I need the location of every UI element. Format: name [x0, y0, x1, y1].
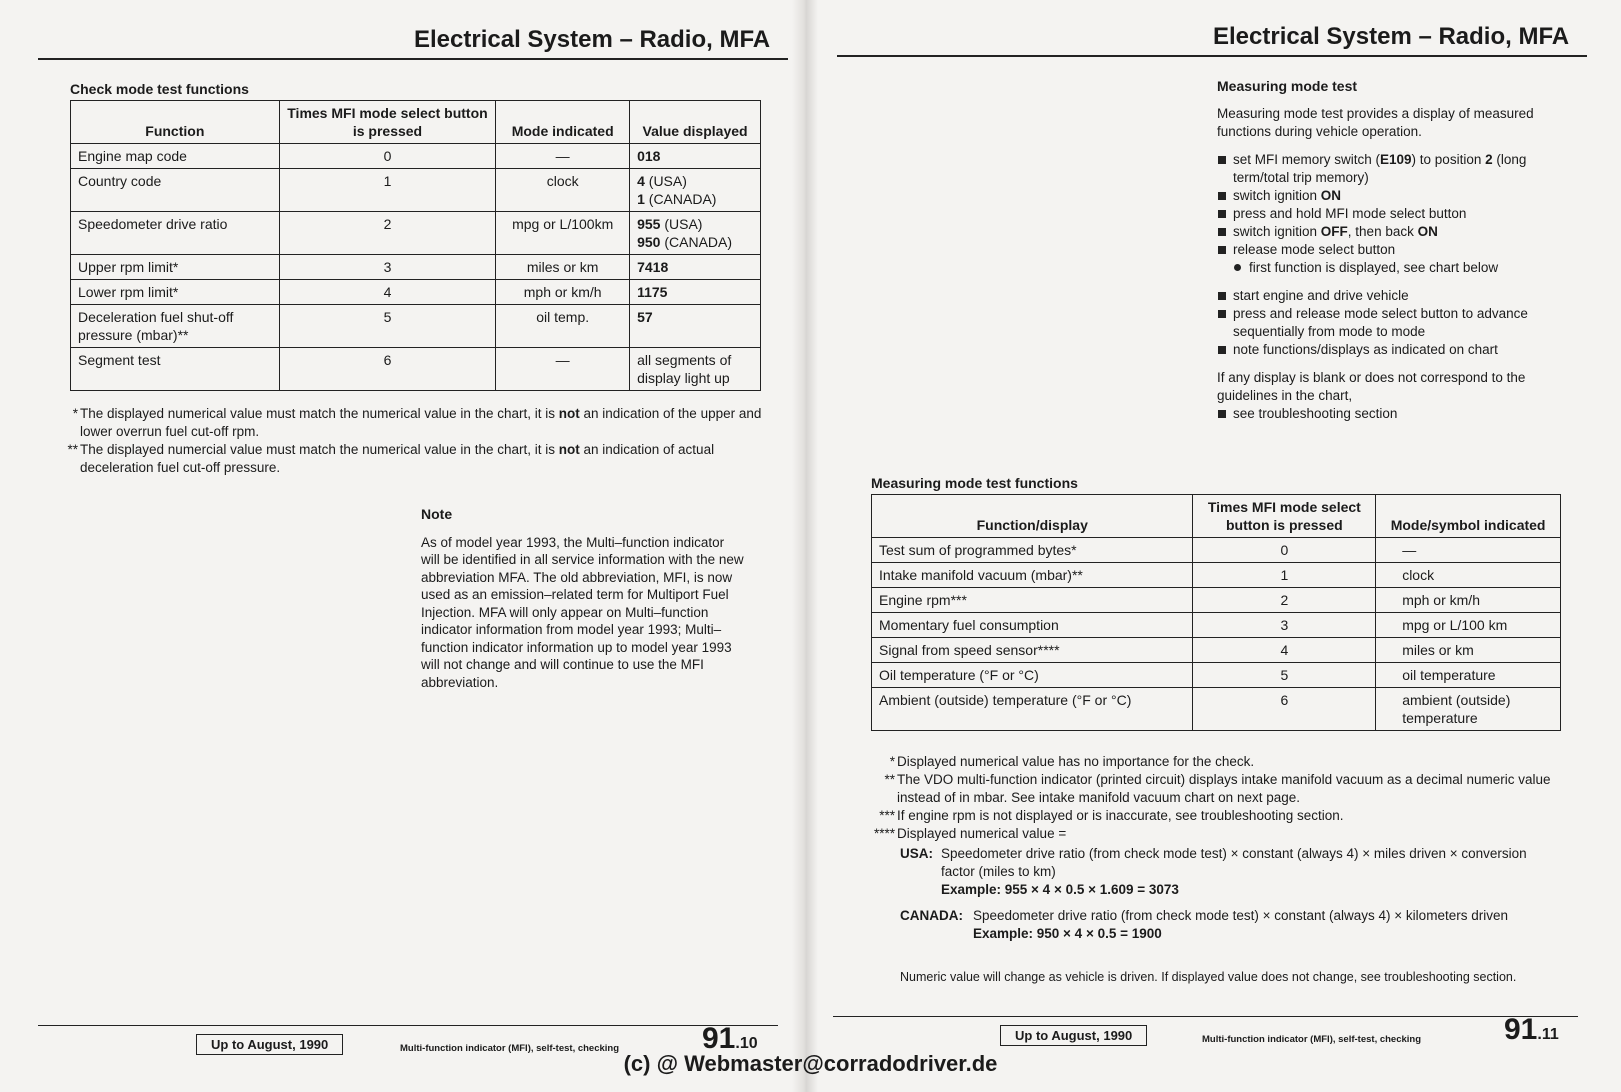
- table-header-row: [872, 495, 1561, 538]
- footnote: * Displayed numerical value has no importance for the check.: [889, 754, 1255, 769]
- cell-function: Oil temperature (°F or °C): [872, 663, 1193, 688]
- cell-value: 955 (USA) 950 (CANADA): [630, 212, 761, 255]
- list-item: press and release mode select button to advance sequentially from mode to mode: [1217, 305, 1552, 341]
- right-header-rule: [837, 55, 1587, 57]
- usa-label: USA:: [900, 846, 933, 861]
- table-row: [71, 255, 761, 280]
- left-page-number: 91.10: [702, 1022, 758, 1055]
- cell-function: Ambient (outside) temperature (°F or °C): [872, 688, 1193, 731]
- list-item: see troubleshooting section: [1217, 405, 1552, 423]
- cell-function: Country code: [71, 169, 280, 212]
- cell-times: 0: [1193, 538, 1376, 563]
- right-footer-rule: [833, 1016, 1578, 1017]
- measuring-mode-table: [871, 494, 1561, 731]
- footnote: ** The displayed numercial value must match the numerical value in the chart, it is not an indication of actual deceleration fuel cut-off pressure.: [67, 442, 715, 475]
- cell-mode: mpg or L/100 km: [1376, 613, 1561, 638]
- left-footer-date-box: Up to August, 1990: [196, 1034, 343, 1055]
- table-row: [872, 638, 1561, 663]
- cell-function: Momentary fuel consumption: [872, 613, 1193, 638]
- left-footer-subtitle: Multi-function indicator (MFI), self-test, checking: [400, 1043, 620, 1054]
- right-footnotes: [855, 753, 1560, 843]
- cell-function: Upper rpm limit*: [71, 255, 280, 280]
- cell-mode: miles or km: [1376, 638, 1561, 663]
- cell-mode: clock: [496, 169, 630, 212]
- usa-example: Example: 955 × 4 × 0.5 × 1.609 = 3073: [941, 882, 1179, 897]
- sub-list-item: first function is displayed, see chart below: [1217, 259, 1552, 277]
- usa-calculation: [900, 845, 1560, 899]
- list-item: release mode select button: [1217, 241, 1552, 259]
- cell-times: 1: [1193, 563, 1376, 588]
- cell-mode: —: [1376, 538, 1561, 563]
- cell-function: Intake manifold vacuum (mbar)**: [872, 563, 1193, 588]
- table-row: [71, 280, 761, 305]
- canada-text: Speedometer drive ratio (from check mode test) × constant (always 4) × kilometers driven: [973, 908, 1508, 923]
- cell-function: Test sum of programmed bytes*: [872, 538, 1193, 563]
- cell-mode: —: [496, 144, 630, 169]
- footnote: * The displayed numerical value must match the numerical value in the chart, it is not an indication of the upper and lower overrun fuel cut-off rpm.: [72, 406, 762, 439]
- col-header-times: Times MFI mode select button is pressed: [279, 101, 496, 144]
- left-footnotes: [62, 405, 762, 477]
- table-row: [872, 538, 1561, 563]
- table-row: [71, 144, 761, 169]
- table-row: [71, 348, 761, 391]
- table-row: [71, 212, 761, 255]
- canada-label: CANADA:: [900, 908, 963, 923]
- usa-text: Speedometer drive ratio (from check mode test) × constant (always 4) × miles driven × conversion factor (miles to km): [941, 846, 1527, 879]
- note-title: Note: [421, 506, 453, 522]
- note-block: [421, 506, 746, 691]
- cell-times: 2: [279, 212, 496, 255]
- left-footer-rule: [38, 1025, 778, 1026]
- copyright-watermark: (c) @ Webmaster@corradodriver.de: [623, 1051, 998, 1076]
- table-header-row: [71, 101, 761, 144]
- cell-times: 4: [1193, 638, 1376, 663]
- cell-times: 4: [279, 280, 496, 305]
- canada-example: Example: 950 × 4 × 0.5 = 1900: [973, 926, 1162, 941]
- col-header-mode-symbol: Mode/symbol indicated: [1376, 495, 1561, 538]
- cell-function: Engine map code: [71, 144, 280, 169]
- cell-mode: mpg or L/100km: [496, 212, 630, 255]
- right-page: [800, 0, 1621, 1092]
- cell-times: 6: [1193, 688, 1376, 731]
- check-mode-title: Check mode test functions: [70, 81, 249, 97]
- table-row: [872, 563, 1561, 588]
- measuring-table-title: Measuring mode test functions: [871, 475, 1078, 491]
- list-item: set MFI memory switch (E109) to position 2 (long term/total trip memory): [1217, 151, 1552, 187]
- table-row: [872, 663, 1561, 688]
- col-header-function-display: Function/display: [872, 495, 1193, 538]
- cell-mode: ambient (outside) temperature: [1376, 688, 1561, 731]
- closing-text: Numeric value will change as vehicle is driven. If displayed value does not change, see troubleshooting section.: [900, 970, 1517, 984]
- cell-times: 5: [1193, 663, 1376, 688]
- note-text: As of model year 1993, the Multi–function indicator will be identified in all service information with the new abbreviation MFA. The old abbreviation, MFI, is now used as an emission–related term for Multiport Fuel Injection. MFA will only appear on Multi–function indicator information from model year 1993; Multi–function indicator information up to model year 1993 will not change and will continue to use the MFI abbreviation.: [421, 534, 744, 690]
- footnote: ** The VDO multi-function indicator (printed circuit) displays intake manifold vacuum as a decimal numeric value instead of in mbar. See intake manifold vacuum chart on next page.: [884, 772, 1551, 805]
- cell-function: Deceleration fuel shut-off pressure (mbar)**: [71, 305, 280, 348]
- right-header-title: Electrical System – Radio, MFA: [1213, 23, 1570, 50]
- cell-times: 5: [279, 305, 496, 348]
- cell-function: Signal from speed sensor****: [872, 638, 1193, 663]
- left-header-title: Electrical System – Radio, MFA: [414, 26, 771, 53]
- cell-value: 7418: [630, 255, 761, 280]
- cell-mode: clock: [1376, 563, 1561, 588]
- col-header-value: Value displayed: [630, 101, 761, 144]
- blank-display-text: If any display is blank or does not correspond to the guidelines in the chart,: [1217, 370, 1526, 403]
- cell-times: 3: [279, 255, 496, 280]
- check-mode-table: [70, 100, 761, 391]
- col-header-times: Times MFI mode select button is pressed: [1193, 495, 1376, 538]
- cell-mode: oil temp.: [496, 305, 630, 348]
- footnote: *** If engine rpm is not displayed or is inaccurate, see troubleshooting section.: [879, 808, 1344, 823]
- measuring-intro: Measuring mode test provides a display of measured functions during vehicle operation.: [1217, 106, 1534, 139]
- cell-times: 3: [1193, 613, 1376, 638]
- cell-value: 4 (USA) 1 (CANADA): [630, 169, 761, 212]
- cell-times: 2: [1193, 588, 1376, 613]
- cell-value: 57: [630, 305, 761, 348]
- cell-times: 6: [279, 348, 496, 391]
- cell-times: 1: [279, 169, 496, 212]
- steps-list-a: [1217, 151, 1552, 277]
- right-footer-subtitle: Multi-function indicator (MFI), self-test, checking: [1202, 1034, 1422, 1045]
- list-item: switch ignition OFF, then back ON: [1217, 223, 1552, 241]
- measuring-mode-title: Measuring mode test: [1217, 78, 1358, 94]
- cell-mode: —: [496, 348, 630, 391]
- cell-mode: mph or km/h: [1376, 588, 1561, 613]
- right-footer-date-box: Up to August, 1990: [1000, 1025, 1147, 1046]
- cell-function: Engine rpm***: [872, 588, 1193, 613]
- canada-calculation: [900, 907, 1560, 943]
- cell-value: 018: [630, 144, 761, 169]
- cell-value: all segments of display light up: [630, 348, 761, 391]
- table-row: [872, 613, 1561, 638]
- table-row: [872, 588, 1561, 613]
- col-header-mode: Mode indicated: [496, 101, 630, 144]
- left-header-rule: [38, 58, 788, 60]
- cell-value: 1175: [630, 280, 761, 305]
- cell-function: Speedometer drive ratio: [71, 212, 280, 255]
- cell-mode: oil temperature: [1376, 663, 1561, 688]
- cell-times: 0: [279, 144, 496, 169]
- footnote: **** Displayed numerical value =: [873, 826, 1067, 841]
- left-page: [0, 0, 800, 1092]
- cell-mode: mph or km/h: [496, 280, 630, 305]
- table-row: [71, 305, 761, 348]
- cell-function: Segment test: [71, 348, 280, 391]
- list-item: press and hold MFI mode select button: [1217, 205, 1552, 223]
- list-item: note functions/displays as indicated on chart: [1217, 341, 1552, 359]
- col-header-function: Function: [71, 101, 280, 144]
- steps-list-c: [1217, 405, 1552, 423]
- list-item: switch ignition ON: [1217, 187, 1552, 205]
- list-item: start engine and drive vehicle: [1217, 287, 1552, 305]
- measuring-mode-section: [1217, 77, 1552, 433]
- table-row: [71, 169, 761, 212]
- cell-mode: miles or km: [496, 255, 630, 280]
- right-page-number: 91.11: [1504, 1013, 1559, 1046]
- steps-list-b: [1217, 287, 1552, 359]
- table-row: [872, 688, 1561, 731]
- cell-function: Lower rpm limit*: [71, 280, 280, 305]
